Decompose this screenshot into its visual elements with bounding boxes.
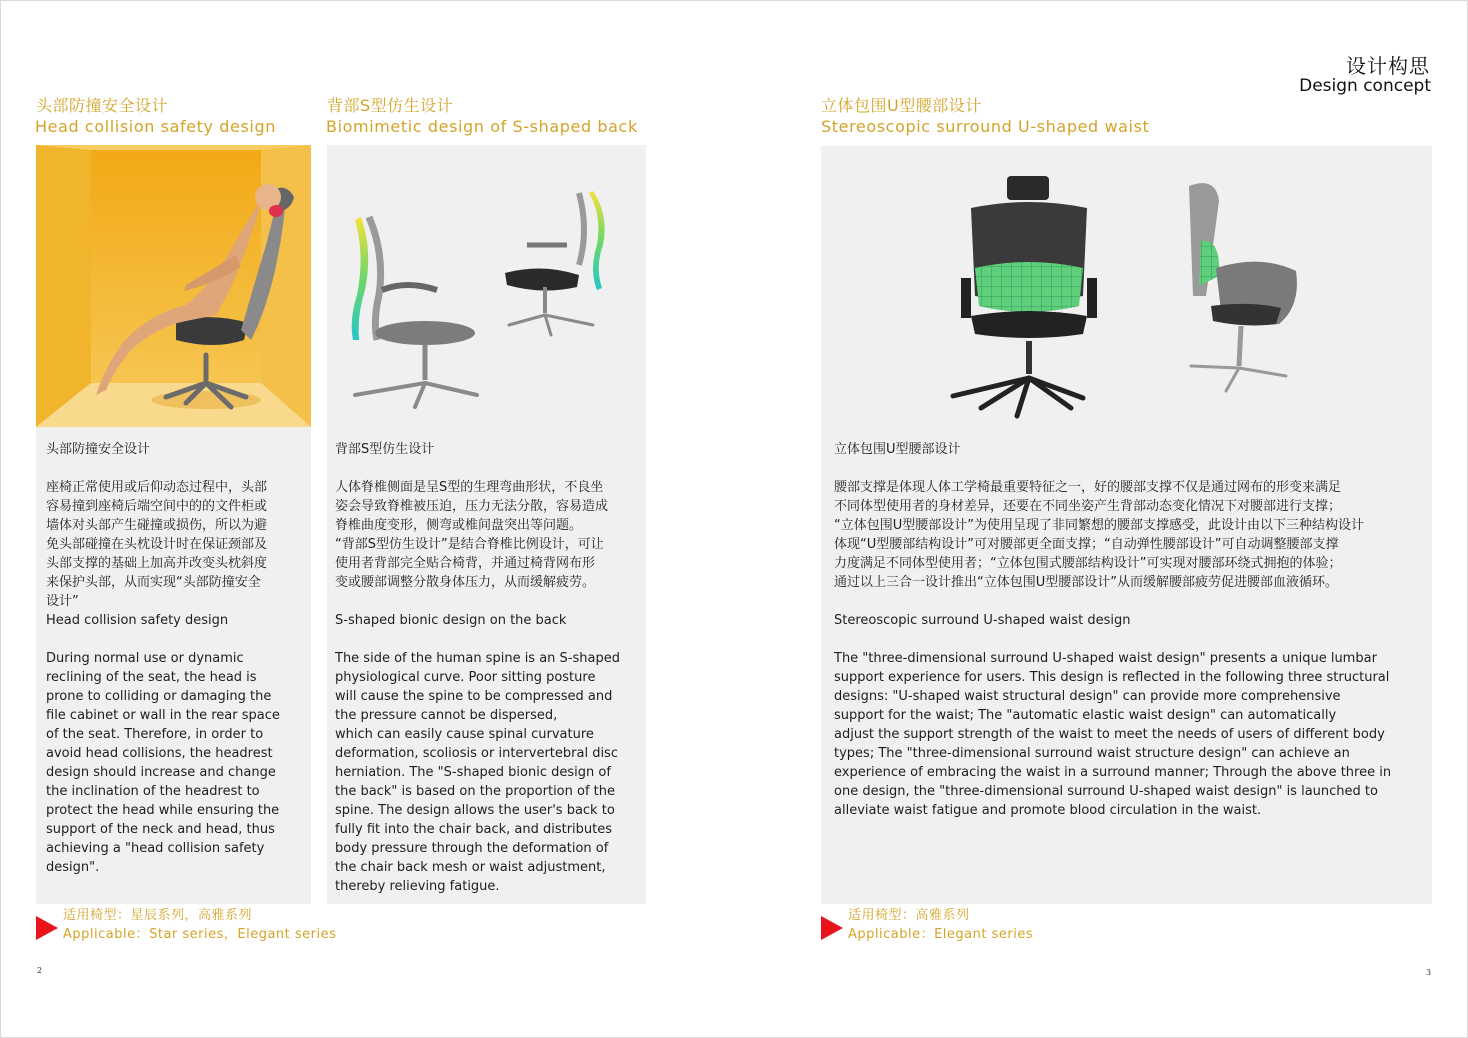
col2-line: 变或腰部调整分散身体压力，从而缓解疲劳。 (335, 575, 596, 590)
col3-line: 通过以上三合一设计推出“立体包围U型腰部设计”从而缓解腰部疲劳促进腰部血液循环。 (834, 575, 1338, 590)
col2-line: which can easily cause spinal curvature (335, 727, 594, 742)
col3-line: experience of embracing the waist in a surround manner; Through the above three in (834, 765, 1392, 780)
col3-line: The "three-dimensional surround U-shaped waist design" presents a unique lumbar (834, 651, 1377, 666)
footer-right-en: Applicable：Elegant series (848, 927, 1034, 942)
col2-line: “背部S型仿生设计”是结合脊椎比例设计，可让 (335, 537, 604, 552)
col1-line: achieving a "head collision safety (46, 841, 265, 856)
col1-line: 设计” (46, 594, 79, 609)
col1-line: 头部支撑的基础上加高并改变头枕斜度 (46, 556, 268, 571)
footer-left-cn: 适用椅型：星辰系列，高雅系列 (63, 908, 253, 923)
col2-line: the back" is based on the proportion of the (335, 784, 616, 799)
col2-line: herniation. The "S-shaped bionic design of (335, 765, 611, 780)
footer-right-cn: 适用椅型：高雅系列 (848, 908, 970, 923)
col2-line: fully fit into the chair back, and distributes (335, 822, 613, 837)
col2-heading-cn: 背部S型仿生设计 (327, 96, 454, 115)
col2-panel (327, 145, 646, 904)
col2-line: body pressure through the deformation of (335, 841, 609, 856)
col3-line: Stereoscopic surround U-shaped waist design (834, 613, 1131, 628)
col1-line: protect the head while ensuring the (46, 803, 280, 818)
col2-line: spine. The design allows the user's back to (335, 803, 615, 818)
flag-icon (821, 916, 843, 940)
col2-line: S-shaped bionic design on the back (335, 613, 567, 628)
col1-body (46, 440, 306, 877)
section-title-en: Design concept (1299, 76, 1431, 96)
col3-line: designs: "U-shaped waist structural design" can provide more comprehensive (834, 689, 1341, 704)
col3-line: 不同体型使用者的身材差异，还要在不同坐姿产生背部动态变化情况下对腰部进行支撑； (834, 499, 1342, 514)
s-shaped-back-illustration (327, 145, 646, 427)
col2-line: deformation, scoliosis or intervertebral disc (335, 746, 618, 761)
col1-line: 来保护头部，从而实现“头部防撞安全 (46, 575, 261, 590)
col3-line: alleviate waist fatigue and promote blood circulation in the waist. (834, 803, 1262, 818)
col1-line: prone to colliding or damaging the (46, 689, 272, 704)
col2-line: will cause the spine to be compressed and (335, 689, 613, 704)
page-number-right: 3 (1426, 968, 1432, 977)
col2-line: 脊椎曲度变形，侧弯或椎间盘突出等问题。 (335, 518, 583, 533)
col3-heading-en: Stereoscopic surround U-shaped waist (821, 117, 1150, 136)
col1-line: 容易撞到座椅后端空间中的的文件柜或 (46, 499, 268, 514)
col3-line: “立体包围U型腰部设计”为使用呈现了非同繁想的腰部支撑感受，此设计由以下三种结构设计 (834, 518, 1364, 533)
col3-line: 立体包围U型腰部设计 (834, 442, 961, 457)
col3-heading-cn: 立体包围U型腰部设计 (821, 96, 982, 115)
col3-line: 力度满足不同体型使用者；“立体包围式腰部结构设计”可实现对腰部环绕式拥抱的体验； (834, 556, 1342, 571)
footer-left-en: Applicable：Star series，Elegant series (63, 927, 337, 942)
col1-line: avoid head collisions, the headrest (46, 746, 273, 761)
col1-panel (36, 145, 311, 904)
head-collision-illustration (36, 145, 311, 427)
col2-line: the pressure cannot be dispersed, (335, 708, 558, 723)
flag-icon (36, 916, 58, 940)
col3-body (834, 440, 1432, 820)
col1-line: support of the neck and head, thus (46, 822, 275, 837)
col3-line: 腰部支撑是体现人体工学椅最重要特征之一，好的腰部支撑不仅是通过网布的形变来满足 (834, 480, 1342, 495)
col1-line: reclining of the seat, the head is (46, 670, 257, 685)
col1-line: 座椅正常使用或后仰动态过程中，头部 (46, 480, 268, 495)
section-title-cn: 设计构思 (1346, 54, 1430, 78)
col1-line: Head collision safety design (46, 613, 229, 628)
col2-line: 背部S型仿生设计 (335, 442, 435, 457)
col1-line: 免头部碰撞在头枕设计时在保证颈部及 (46, 537, 268, 552)
col3-line: support experience for users. This design is reflected in the following three structural (834, 670, 1390, 685)
page-number-left: 2 (37, 966, 43, 975)
col1-line: the inclination of the headrest to (46, 784, 260, 799)
col2-line: The side of the human spine is an S-shaped (335, 651, 620, 666)
col1-line: 头部防撞安全设计 (46, 442, 151, 457)
col3-line: 体现“U型腰部结构设计”可对腰部更全面支撑；“自动弹性腰部设计”可自动调整腰部支撑 (834, 537, 1339, 552)
col3-line: adjust the support strength of the waist to meet the needs of users of different body (834, 727, 1385, 742)
col1-line: design should increase and change (46, 765, 276, 780)
col1-line: 墙体对头部产生碰撞或损伤，所以为避 (46, 518, 268, 533)
col3-line: one design, the "three-dimensional surround U-shaped waist design" is launched to (834, 784, 1378, 799)
col1-heading-en: Head collision safety design (35, 117, 276, 136)
col1-line: During normal use or dynamic (46, 651, 244, 666)
col1-line: file cabinet or wall in the rear space (46, 708, 280, 723)
col2-body (335, 440, 645, 896)
col2-line: 姿会导致脊椎被压迫，压力无法分散，容易造成 (335, 499, 609, 514)
col3-line: types; The "three-dimensional surround waist structure design" can achieve an (834, 746, 1350, 761)
col2-line: 人体脊椎侧面是呈S型的生理弯曲形状，不良坐 (335, 480, 604, 495)
col1-line: design". (46, 860, 100, 875)
col2-line: physiological curve. Poor sitting posture (335, 670, 596, 685)
col3-line: support for the waist; The "automatic elastic waist design" can automatically (834, 708, 1337, 723)
col3-panel (821, 146, 1432, 904)
col1-heading-cn: 头部防撞安全设计 (36, 96, 169, 115)
col2-heading-en: Biomimetic design of S-shaped back (326, 117, 638, 136)
col1-line: of the seat. Therefore, in order to (46, 727, 264, 742)
col2-line: 使用者背部完全贴合椅背，并通过椅背网布形 (335, 556, 596, 571)
u-shaped-waist-illustration (821, 146, 1432, 428)
col2-line: the chair back mesh or waist adjustment, (335, 860, 606, 875)
col2-line: thereby relieving fatigue. (335, 879, 500, 894)
